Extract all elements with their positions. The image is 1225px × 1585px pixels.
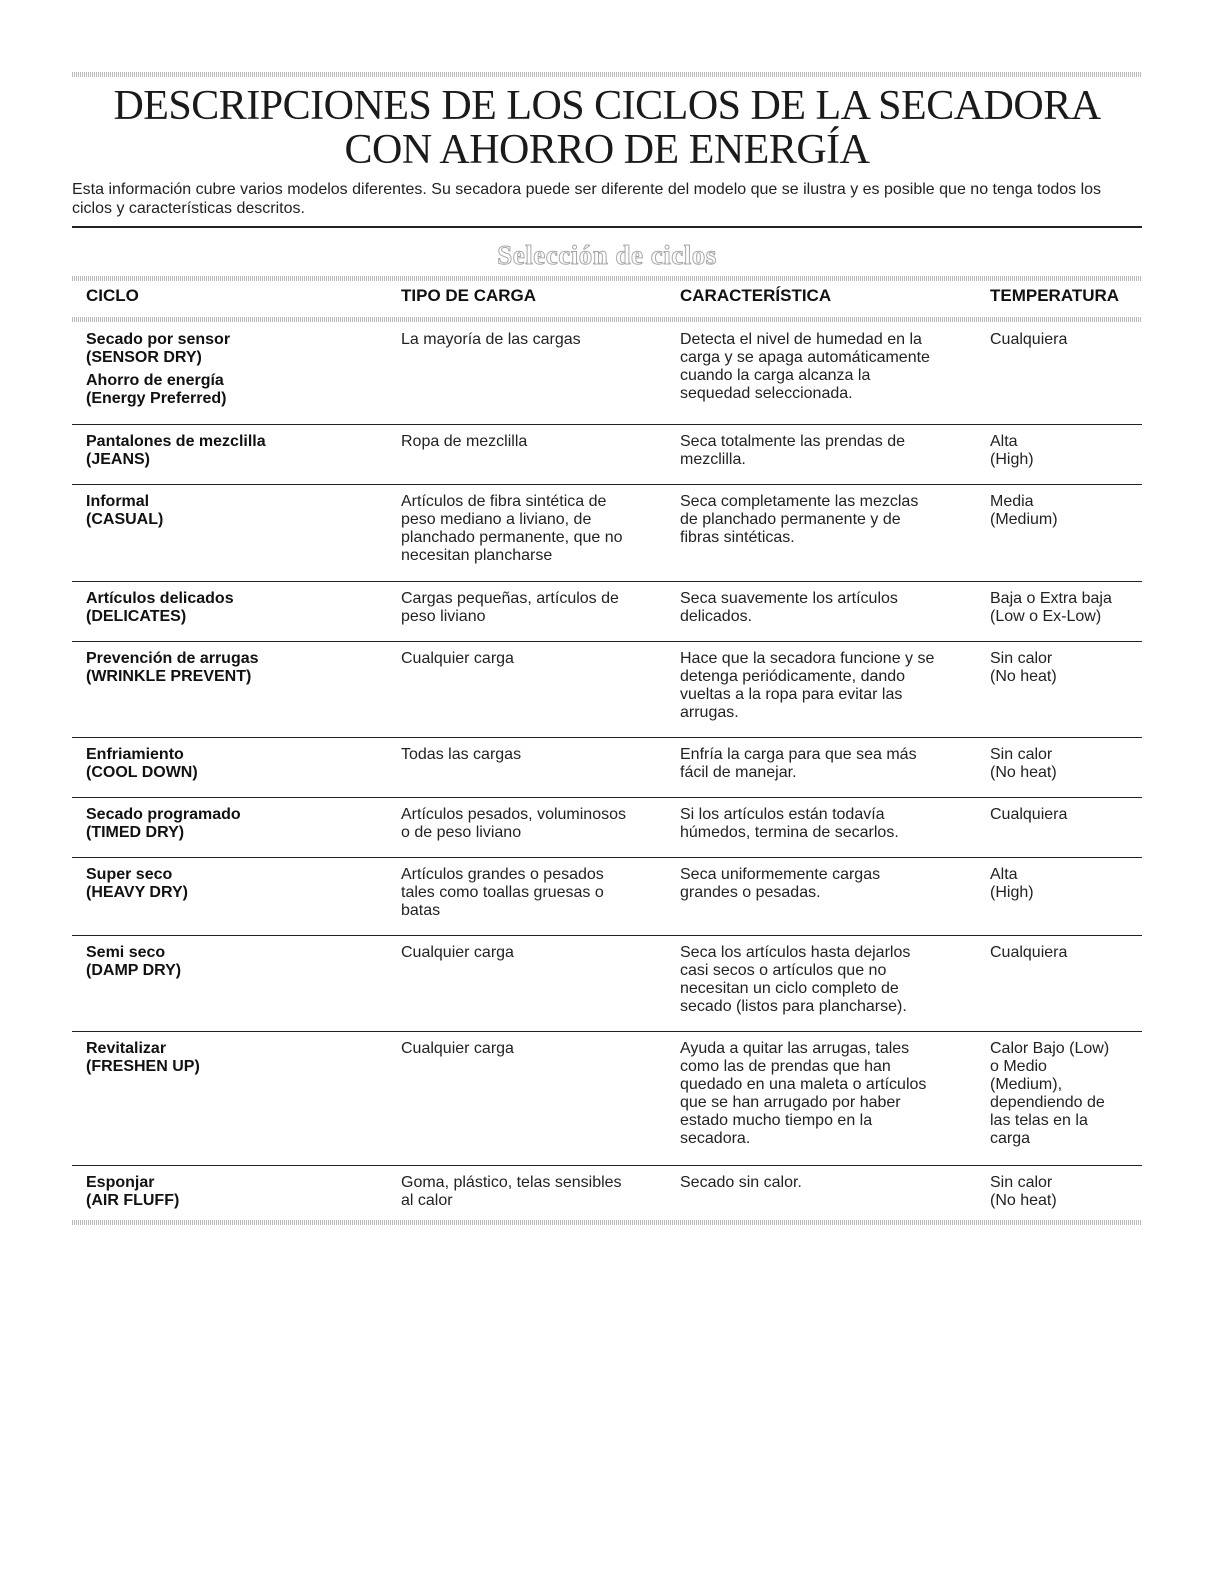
page-title-line-1: DESCRIPCIONES DE LOS CICLOS DE LA SECADORA [113, 83, 1101, 129]
load-type-cell: La mayoría de las cargas [401, 331, 581, 348]
cycle-name-cell [86, 866, 386, 902]
load-type-cell: Cualquier carga [401, 1040, 514, 1057]
temperature-cell: Media (Medium) [990, 493, 1058, 528]
cycle-name-cell [86, 493, 386, 529]
temperature-cell: Sin calor (No heat) [990, 650, 1057, 685]
section-title: Selección de ciclos [497, 240, 717, 270]
column-header-feature: CARACTERÍSTICA [680, 286, 832, 305]
load-type-cell: Cualquier carga [401, 944, 514, 961]
section-divider [72, 226, 1142, 228]
cycle-name-cell [86, 590, 386, 626]
table-row [72, 581, 1142, 641]
column-header-temperature: TEMPERATURA [990, 286, 1120, 305]
cycle-name: Ahorro de energía (Energy Preferred) [86, 372, 227, 407]
load-type-cell: Goma, plástico, telas sensibles al calor [401, 1174, 622, 1209]
cycle-name: Esponjar (AIR FLUFF) [86, 1174, 180, 1209]
table-row [72, 484, 1142, 581]
table-row [72, 1031, 1142, 1165]
table-row [72, 935, 1142, 1031]
cycle-name: Super seco (HEAVY DRY) [86, 866, 188, 901]
temperature-cell: Cualquiera [990, 944, 1068, 961]
header-bottom-rule [72, 317, 1142, 322]
page-title [72, 84, 1142, 172]
feature-cell: Si los artículos están todavía húmedos, termina de secarlos. [680, 806, 899, 841]
cycle-name-cell [86, 944, 386, 980]
cycle-name: Informal (CASUAL) [86, 493, 164, 528]
cycle-name: Pantalones de mezclilla (JEANS) [86, 433, 266, 468]
cycle-name: Prevención de arrugas (WRINKLE PREVENT) [86, 650, 259, 685]
load-type-cell: Artículos grandes o pesados tales como toallas gruesas o batas [401, 866, 604, 919]
cycle-name: Secado programado (TIMED DRY) [86, 806, 241, 841]
feature-cell: Seca suavemente los artículos delicados. [680, 590, 898, 625]
table-row [72, 331, 1142, 424]
bottom-dotted-rule [72, 1220, 1142, 1225]
feature-cell: Seca los artículos hasta dejarlos casi secos o artículos que no necesitan un ciclo completo de secado (listos para plancharse). [680, 944, 911, 1015]
load-type-cell: Artículos pesados, voluminosos o de peso liviano [401, 806, 626, 841]
cycle-table [72, 331, 1142, 1220]
table-row [72, 641, 1142, 737]
temperature-cell: Cualquiera [990, 331, 1068, 348]
table-row [72, 737, 1142, 797]
feature-cell: Seca completamente las mezclas de planchado permanente y de fibras sintéticas. [680, 493, 919, 546]
cycle-name: Artículos delicados (DELICATES) [86, 590, 234, 625]
cycle-name-cell [86, 433, 386, 469]
load-type-cell: Cargas pequeñas, artículos de peso liviano [401, 590, 619, 625]
feature-cell: Secado sin calor. [680, 1174, 802, 1191]
temperature-cell: Sin calor (No heat) [990, 1174, 1057, 1209]
cycle-name-cell [86, 331, 386, 408]
table-row [72, 1165, 1142, 1220]
temperature-cell: Baja o Extra baja (Low o Ex-Low) [990, 590, 1112, 625]
load-type-cell: Artículos de fibra sintética de peso mediano a liviano, de planchado permanente, que no necesitan plancharse [401, 493, 623, 564]
table-header-row [72, 286, 1142, 310]
cycle-name: Enfriamiento (COOL DOWN) [86, 746, 198, 781]
feature-cell: Hace que la secadora funcione y se detenga periódicamente, dando vueltas a la ropa para evitar las arrugas. [680, 650, 935, 721]
cycle-name-cell [86, 746, 386, 782]
column-header-cycle: CICLO [86, 286, 139, 305]
page-title-line-2: CON AHORRO DE ENERGÍA [344, 127, 870, 173]
intro-paragraph: Esta información cubre varios modelos diferentes. Su secadora puede ser diferente del modelo que se ilustra y es posible que no tenga todos los ciclos y características descritos. [72, 181, 1102, 217]
feature-cell: Seca totalmente las prendas de mezclilla. [680, 433, 906, 468]
table-row [72, 424, 1142, 484]
cycle-name-cell [86, 806, 386, 842]
cycle-name-cell [86, 1040, 386, 1076]
cycle-name: Secado por sensor (SENSOR DRY) [86, 331, 231, 366]
temperature-cell: Alta (High) [990, 866, 1034, 901]
feature-cell: Detecta el nivel de humedad en la carga y se apaga automáticamente cuando la carga alcanza la sequedad seleccionada. [680, 331, 930, 402]
temperature-cell: Alta (High) [990, 433, 1034, 468]
cycle-name: Revitalizar (FRESHEN UP) [86, 1040, 200, 1075]
cycle-name-cell [86, 650, 386, 686]
load-type-cell: Ropa de mezclilla [401, 433, 528, 450]
column-header-load: TIPO DE CARGA [401, 286, 537, 305]
temperature-cell: Cualquiera [990, 806, 1068, 823]
top-dotted-rule [72, 72, 1142, 77]
cycle-name-cell [86, 1174, 386, 1210]
load-type-cell: Cualquier carga [401, 650, 514, 667]
feature-cell: Seca uniformemente cargas grandes o pesadas. [680, 866, 881, 901]
feature-cell: Enfría la carga para que sea más fácil de manejar. [680, 746, 917, 781]
table-row [72, 797, 1142, 857]
cycle-name: Semi seco (DAMP DRY) [86, 944, 182, 979]
feature-cell: Ayuda a quitar las arrugas, tales como las de prendas que han quedado en una maleta o artículos que se han arrugado por haber estado mucho tiempo en la secadora. [680, 1040, 927, 1147]
temperature-cell: Calor Bajo (Low) o Medio (Medium), dependiendo de las telas en la carga [990, 1040, 1110, 1147]
load-type-cell: Todas las cargas [401, 746, 522, 763]
header-top-rule [72, 276, 1142, 281]
table-row [72, 857, 1142, 935]
temperature-cell: Sin calor (No heat) [990, 746, 1057, 781]
